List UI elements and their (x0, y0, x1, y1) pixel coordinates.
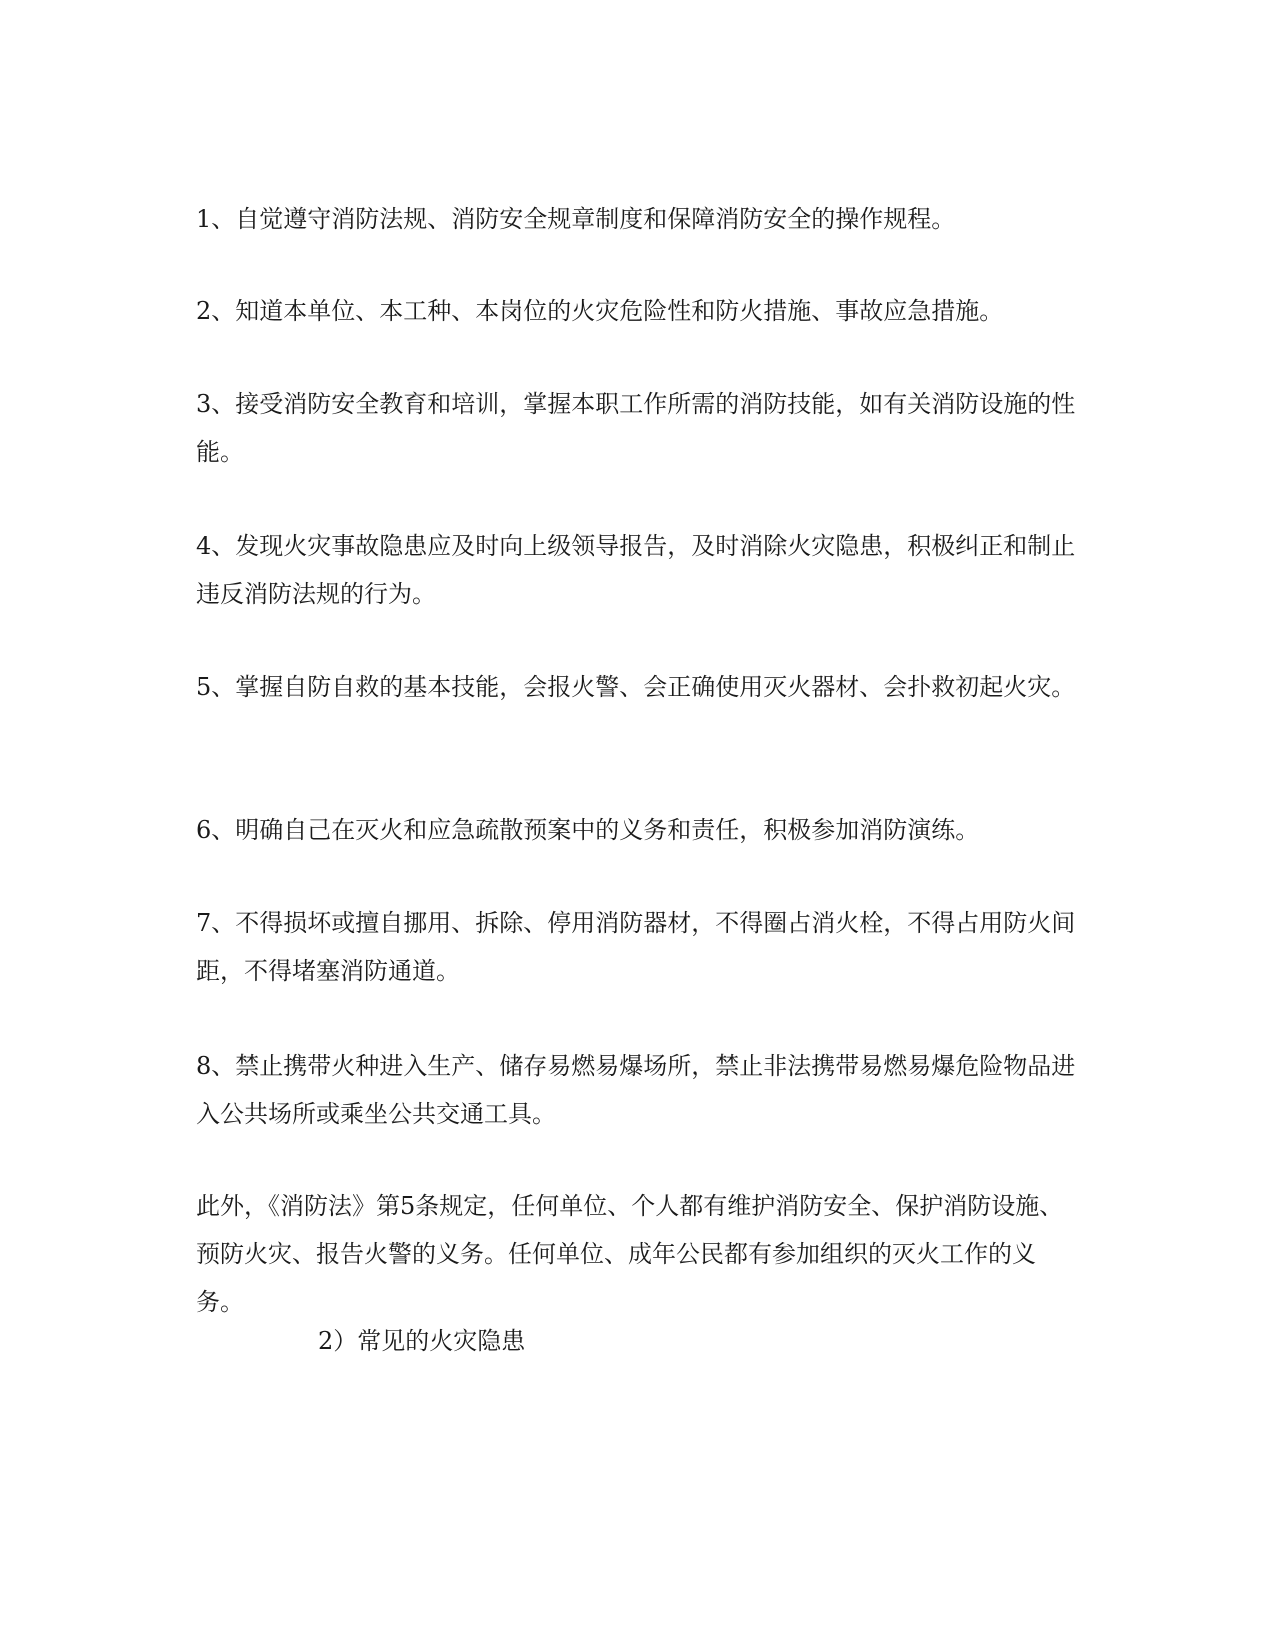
paragraph-7: 7、不得损坏或擅自挪用、拆除、停用消防器材，不得圈占消火栓，不得占用防火间距，不得堵塞消防通道。 (196, 909, 1076, 985)
paragraph-6: 6、明确自己在灭火和应急疏散预案中的义务和责任，积极参加消防演练。 (196, 816, 980, 844)
paragraph-5: 5、掌握自防自救的基本技能，会报火警、会正确使用灭火器材、会扑救初起火灾。 (196, 673, 1076, 701)
paragraph-2: 2、知道本单位、本工种、本岗位的火灾危险性和防火措施、事故应急措施。 (196, 297, 1004, 325)
paragraph-1: 1、自觉遵守消防法规、消防安全规章制度和保障消防安全的操作规程。 (196, 205, 956, 233)
paragraph-4: 4、发现火灾事故隐患应及时向上级领导报告，及时消除火灾隐患，积极纠正和制止违反消防法规的行为。 (196, 532, 1076, 608)
paragraph-9: 此外，《消防法》第5条规定，任何单位、个人都有维护消防安全、保护消防设施、预防火灾、报告火警的义务。任何单位、成年公民都有参加组织的灭火工作的义务。 (196, 1192, 1064, 1316)
paragraph-3: 3、接受消防安全教育和培训，掌握本职工作所需的消防技能，如有关消防设施的性能。 (196, 390, 1076, 466)
paragraph-8: 8、禁止携带火种进入生产、储存易燃易爆场所，禁止非法携带易燃易爆危险物品进入公共场所或乘坐公共交通工具。 (196, 1052, 1076, 1128)
section-subheading: 2）常见的火灾隐患 (318, 1327, 526, 1355)
